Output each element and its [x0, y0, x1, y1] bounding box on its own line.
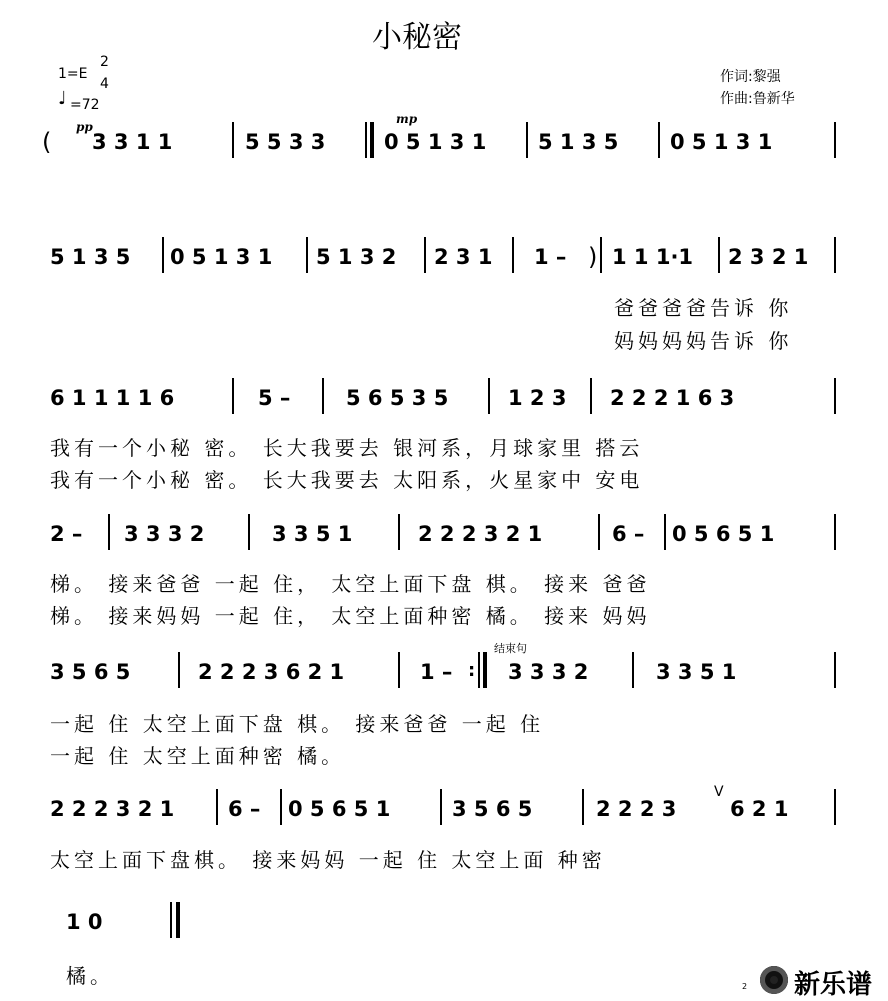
measure: 1 –: [420, 660, 453, 684]
barline: [526, 122, 528, 158]
dynamic-mp: mp: [396, 112, 418, 126]
lyric-line-2: 梯。 接来妈妈 一起 住， 太空上面种密 橘。 接来 妈妈: [50, 604, 651, 628]
time-signature-top: 2: [100, 54, 109, 70]
barline: [582, 789, 584, 825]
barline: [424, 237, 426, 273]
measure: 6 2 1: [730, 797, 789, 821]
page-title: 小秘密: [372, 20, 462, 55]
lyric-line-1: 橘。: [66, 964, 114, 988]
measure: 2 3 2 1: [728, 245, 809, 269]
barline: [306, 237, 308, 273]
lyricist-credit: 作词:黎强: [720, 69, 781, 85]
measure: 0 5 1 3 1: [670, 130, 773, 154]
barline: [834, 237, 836, 273]
ending-marker: 结束句: [494, 642, 527, 655]
measure: 0 5 1 3 1: [384, 130, 487, 154]
barline: [232, 378, 234, 414]
repeat-start-thin: [365, 122, 367, 158]
key-signature: 1=E: [58, 66, 88, 82]
repeat-end-dots: :: [468, 660, 476, 681]
measure: 6 1 1 1 1 6: [50, 386, 175, 410]
barline: [322, 378, 324, 414]
measure: 3 3 5 1: [656, 660, 737, 684]
lyric-line-2: 妈妈妈妈告诉 你: [614, 329, 793, 353]
lyric-line-1: 爸爸爸爸告诉 你: [614, 296, 793, 320]
barline: [232, 122, 234, 158]
barline: [590, 378, 592, 414]
measure: 3 3 3 2: [124, 522, 205, 546]
quarter-note-icon: ♩: [58, 88, 67, 109]
barline: [600, 237, 602, 273]
measure: 3 5 6 5: [452, 797, 533, 821]
measure: 1 –: [534, 245, 567, 269]
dynamic-pp: pp: [76, 120, 93, 134]
barline: [216, 789, 218, 825]
barline: [664, 514, 666, 550]
measure: 1 2 3: [508, 386, 567, 410]
measure: 3 3 1 1: [92, 130, 173, 154]
measure: 3 3 5 1: [272, 522, 353, 546]
measure: 0 5 1 3 1: [170, 245, 273, 269]
measure: 6 –: [612, 522, 645, 546]
measure: 2 2 2 3: [596, 797, 677, 821]
measure: 2 –: [50, 522, 83, 546]
measure: 2 2 2 3 6 2 1: [198, 660, 345, 684]
barline: [632, 652, 634, 688]
measure: 3 5 6 5: [50, 660, 131, 684]
lyric-line-1: 梯。 接来爸爸 一起 住， 太空上面下盘 棋。 接来 爸爸: [50, 572, 651, 596]
measure: 2 2 2 1 6 3: [610, 386, 735, 410]
measure: 1 0: [66, 910, 103, 934]
barline: [280, 789, 282, 825]
lyric-line-1: 太空上面下盘棋。 接来妈妈 一起 住 太空上面 种密: [50, 848, 606, 872]
barline: [658, 122, 660, 158]
barline: [598, 514, 600, 550]
barline: [512, 237, 514, 273]
repeat-start-thick: [370, 122, 374, 158]
barline: [162, 237, 164, 273]
barline: [108, 514, 110, 550]
barline: [440, 789, 442, 825]
measure: 5 5 3 3: [245, 130, 326, 154]
breath-mark: V: [714, 784, 724, 800]
barline: [834, 378, 836, 414]
measure: 0 5 6 5 1: [672, 522, 775, 546]
final-barline-thin: [170, 902, 172, 938]
barline: [718, 237, 720, 273]
measure: 2 3 1: [434, 245, 493, 269]
barline: [398, 514, 400, 550]
barline: [834, 789, 836, 825]
measure: 3 3 3 2: [508, 660, 589, 684]
measure: 2 2 2 3 2 1: [418, 522, 543, 546]
repeat-end-thin: [478, 652, 480, 688]
measure: 5 1 3 5: [538, 130, 619, 154]
barline: [834, 652, 836, 688]
repeat-end-thick: [483, 652, 487, 688]
time-signature-bottom: 4: [100, 76, 109, 92]
measure: 5 1 3 2: [316, 245, 397, 269]
barline: [488, 378, 490, 414]
final-barline-thick: [176, 902, 180, 938]
lyric-line-2: 我有一个小秘 密。 长大我要去 太阳系，火星家中 安电: [50, 468, 644, 492]
measure: 5 –: [258, 386, 291, 410]
tempo-marking: =72: [70, 97, 100, 113]
barline: [834, 514, 836, 550]
barline: [248, 514, 250, 550]
measure: 6 –: [228, 797, 261, 821]
watermark: 新乐谱: [794, 970, 873, 1000]
record-logo-icon: [760, 966, 788, 994]
measure: 0 5 6 5 1: [288, 797, 391, 821]
composer-credit: 作曲:鲁新华: [720, 91, 795, 107]
lyric-line-2: 一起 住 太空上面种密 橘。: [50, 744, 346, 768]
paren-close: ): [588, 243, 598, 271]
barline: [398, 652, 400, 688]
measure: 5 1 3 5: [50, 245, 131, 269]
page-number: 2: [742, 982, 748, 991]
lyric-line-1: 一起 住 太空上面下盘 棋。 接来爸爸 一起 住: [50, 712, 545, 736]
paren-open: (: [42, 128, 52, 156]
measure: 1 1 1·1: [612, 245, 694, 269]
measure: 2 2 2 3 2 1: [50, 797, 175, 821]
measure: 5 6 5 3 5: [346, 386, 449, 410]
lyric-line-1: 我有一个小秘 密。 长大我要去 银河系，月球家里 搭云: [50, 436, 644, 460]
barline: [834, 122, 836, 158]
barline: [178, 652, 180, 688]
